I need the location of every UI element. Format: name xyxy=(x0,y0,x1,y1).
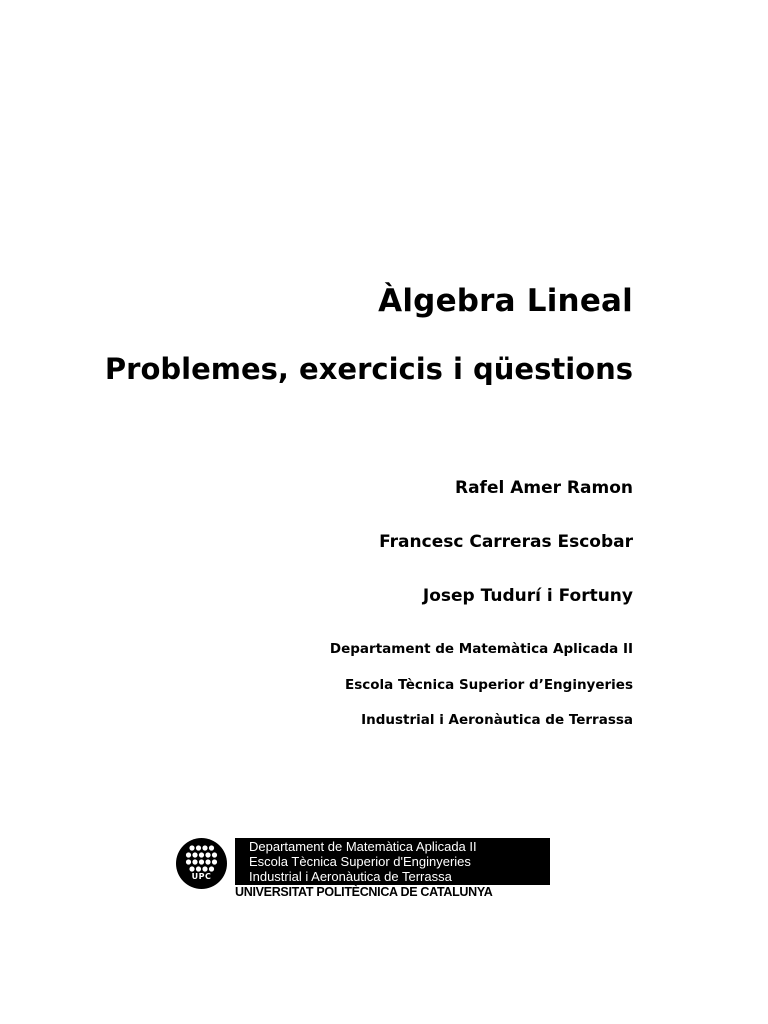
book-title: Àlgebra Lineal xyxy=(378,283,633,319)
upc-dots-icon xyxy=(176,838,227,889)
logo-line: Industrial i Aeronàutica de Terrassa xyxy=(249,869,452,884)
logo-line: Escola Tècnica Superior d'Enginyeries xyxy=(249,854,471,869)
author-name: Francesc Carreras Escobar xyxy=(379,532,633,552)
affiliation-line: Escola Tècnica Superior d’Enginyeries xyxy=(344,677,633,693)
book-subtitle: Problemes, exercicis i qüestions xyxy=(104,352,633,386)
affiliation-line: Departament de Matemàtica Aplicada II xyxy=(329,641,633,657)
upc-logo xyxy=(176,835,552,901)
logo-department-bar xyxy=(235,838,550,885)
logo-line: Departament de Matemàtica Aplicada II xyxy=(249,839,477,854)
upc-emblem-icon xyxy=(176,838,227,889)
author-name: Josep Tudurí i Fortuny xyxy=(422,586,633,606)
affiliation-line: Industrial i Aeronàutica de Terrassa xyxy=(361,712,633,728)
upc-emblem-label: UPC xyxy=(191,872,212,881)
author-name: Rafel Amer Ramon xyxy=(455,478,633,498)
university-name: UNIVERSITAT POLITÈCNICA DE CATALUNYA xyxy=(235,885,493,899)
